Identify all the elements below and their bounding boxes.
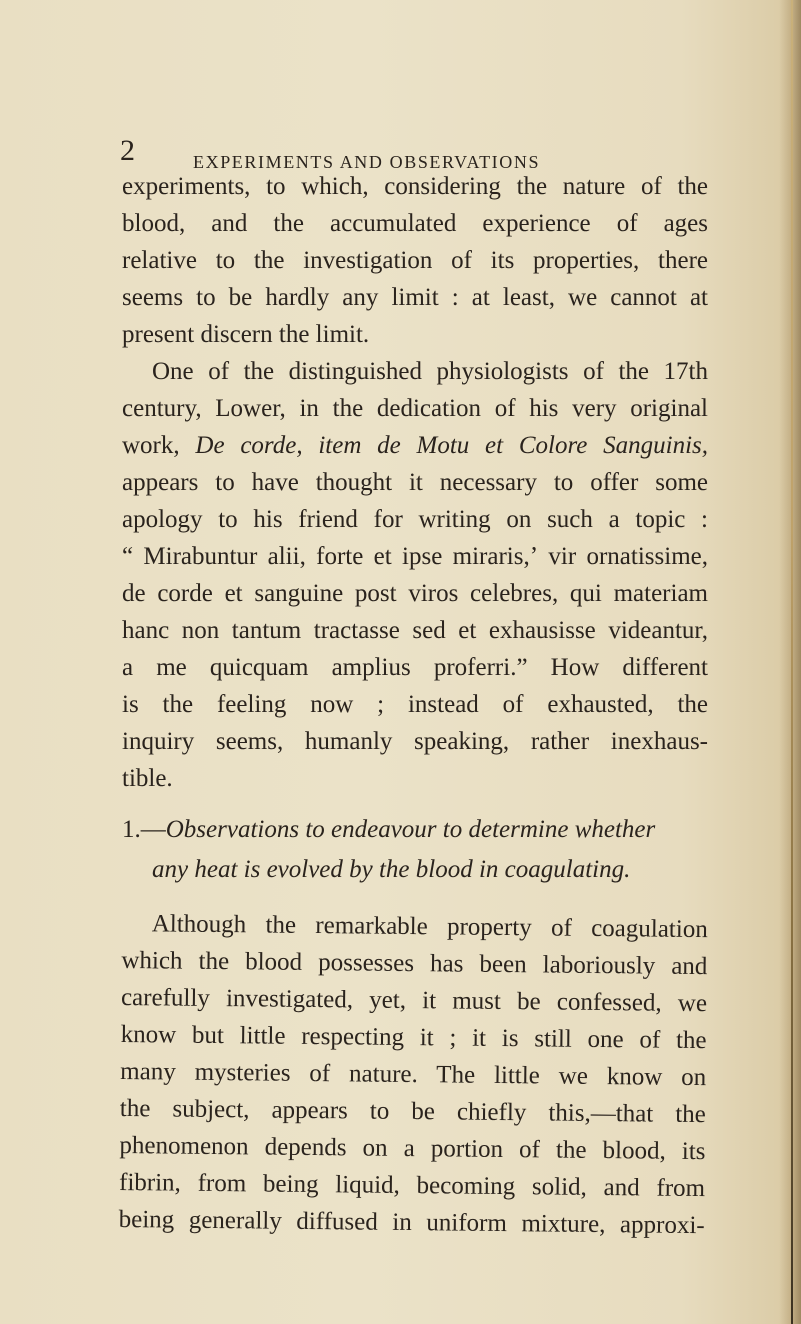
section-title-part: Observations to endeavour to determine whether xyxy=(165,816,656,843)
section-heading-line-2: any heat is evolved by the blood in coagulating. xyxy=(152,856,631,883)
text-line: de corde et sanguine post viros celebres, qui materiam xyxy=(122,580,708,607)
text-line: carefully investigated, yet, it must be confessed, we xyxy=(120,983,708,1018)
text-line: tible. xyxy=(122,765,173,792)
text-line: appears to have thought it necessary to offer some xyxy=(122,469,708,496)
text-line: a me quicquam amplius proferri.” How different xyxy=(122,654,708,681)
text-line: the subject, appears to be chiefly this,—that the xyxy=(119,1094,706,1129)
running-title: EXPERIMENTS AND OBSERVATIONS xyxy=(193,152,541,172)
text-line: is the feeling now ; instead of exhausted, the xyxy=(122,691,708,718)
text-line: phenomenon depends on a portion of the blood, its xyxy=(119,1131,706,1166)
text-line: Although the remarkable property of coagulation xyxy=(151,910,708,944)
paragraph-1 xyxy=(122,168,708,353)
text-line: experiments, to which, considering the nature of the xyxy=(122,173,708,200)
section-heading xyxy=(122,810,722,890)
text-line: apology to his friend for writing on such a topic : xyxy=(122,506,708,533)
page-edge-line xyxy=(791,0,793,1324)
text-line: “ Mirabuntur alii, forte et ipse miraris,ʼ vir ornatissime, xyxy=(122,543,708,570)
text-line: century, Lower, in the dedication of his very original xyxy=(122,395,708,422)
text-line: being generally diffused in uniform mixture, approxi- xyxy=(118,1205,705,1240)
text-line-with-title xyxy=(122,427,708,464)
text-line: blood, and the accumulated experience of ages xyxy=(122,210,708,237)
paragraph-2 xyxy=(122,353,708,797)
section-number: 1.— xyxy=(122,816,166,843)
text-line: inquiry seems, humanly speaking, rather inexhaus- xyxy=(122,728,708,755)
text-fragment: work, xyxy=(122,432,196,459)
work-title: De corde, item de Motu et Colore Sanguinis, xyxy=(195,432,708,459)
text-line: fibrin, from being liquid, becoming solid, and from xyxy=(118,1168,706,1203)
page-number: 2 xyxy=(120,134,135,167)
text-line: present discern the limit. xyxy=(122,321,370,348)
text-line: many mysteries of nature. The little we know on xyxy=(120,1057,707,1092)
text-line: hanc non tantum tractasse sed et exhausisse videantur, xyxy=(122,617,708,644)
text-line: which the blood possesses has been laboriously and xyxy=(121,946,708,981)
text-line: seems to be hardly any limit : at least, we cannot at xyxy=(122,284,708,311)
text-line: relative to the investigation of its properties, there xyxy=(122,247,708,274)
section-heading-line-1 xyxy=(122,810,722,850)
page-edge-shadow xyxy=(779,0,801,1324)
text-line: know but little respecting it ; it is still one of the xyxy=(120,1020,707,1055)
paragraph-3 xyxy=(119,905,708,1244)
text-line: One of the distinguished physiologists of the 17th xyxy=(152,358,708,385)
